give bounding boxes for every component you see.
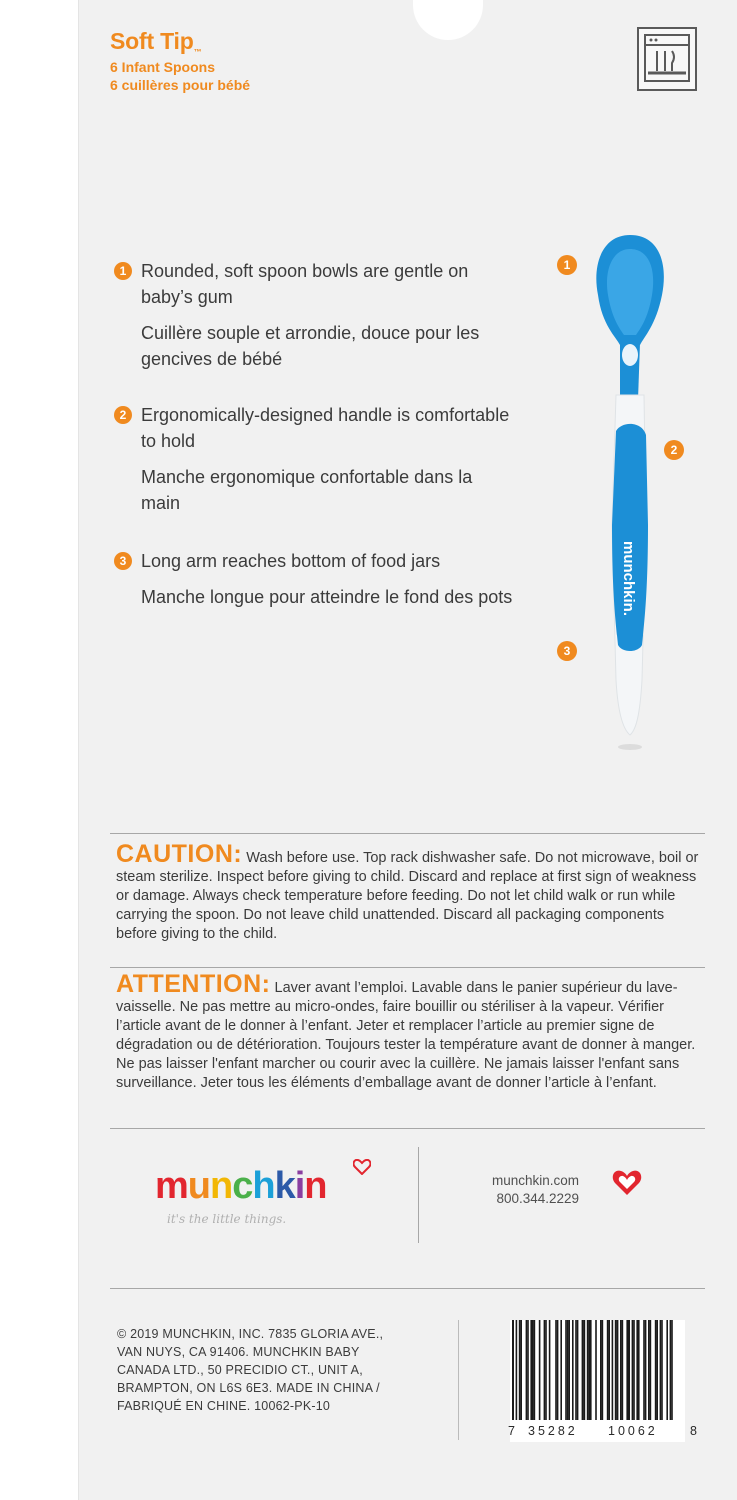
attention-heading: ATTENTION: (116, 970, 271, 998)
barcode-bar (607, 1320, 609, 1420)
product-title: Soft Tip$_™$ (110, 28, 202, 57)
feature-number-badge: 3 (114, 552, 132, 570)
barcode-bar (670, 1320, 672, 1420)
spoon-image (590, 225, 680, 755)
barcode-bar (587, 1320, 589, 1420)
barcode-bar (648, 1320, 650, 1420)
heart-icon (353, 1159, 371, 1175)
callout-1: 1 (557, 255, 577, 275)
caution-heading: CAUTION: (116, 840, 243, 868)
copyright-line: FABRIQUÉ EN CHINE. 10062-PK-10 (117, 1399, 331, 1413)
barcode-bar (612, 1320, 614, 1420)
barcode-bar (572, 1320, 574, 1420)
feature-text-en: Ergonomically-designed handle is comfortable to hold (141, 405, 510, 451)
barcode-bar (534, 1320, 536, 1420)
divider-line (110, 1288, 705, 1289)
barcode-bar (636, 1320, 638, 1420)
barcode-bar (555, 1320, 557, 1420)
callout-3: 3 (557, 641, 577, 661)
barcode-bar (600, 1320, 602, 1420)
callout-2: 2 (664, 440, 684, 460)
barcode-bar (568, 1320, 570, 1420)
copyright-line: © 2019 MUNCHKIN, INC. 7835 GLORIA AVE., (117, 1327, 384, 1341)
barcode-bar (530, 1320, 532, 1420)
barcode-bar (633, 1320, 635, 1420)
barcode-bar (590, 1320, 592, 1420)
feature-3 (114, 548, 514, 610)
barcode-bar (595, 1320, 597, 1420)
barcode-bars (510, 1320, 685, 1420)
subtitle-en: 6 Infant Spoons (110, 58, 215, 75)
barcode-bar (615, 1320, 617, 1420)
barcode-bar (544, 1320, 546, 1420)
brand-block (155, 1165, 327, 1226)
barcode-bar (539, 1320, 541, 1420)
dishwasher-safe-icon (637, 27, 697, 91)
feature-number-badge: 2 (114, 406, 132, 424)
phone-number: 800.344.2229 (496, 1191, 580, 1206)
contact-block (492, 1172, 579, 1208)
barcode-bar (567, 1320, 569, 1420)
barcode-bar (565, 1320, 567, 1420)
barcode-bar (557, 1320, 559, 1420)
barcode-bar (584, 1320, 586, 1420)
barcode-bar (616, 1320, 618, 1420)
copyright-line: VAN NUYS, CA 91406. MUNCHKIN BABY (117, 1345, 360, 1359)
barcode-bar (526, 1320, 528, 1420)
barcode-bar (620, 1320, 622, 1420)
barcode-bar (549, 1320, 551, 1420)
barcode-bar (588, 1320, 590, 1420)
copyright-block (117, 1325, 383, 1415)
barcode-bar (560, 1320, 562, 1420)
subtitle-fr: 6 cuillères pour bébé (110, 76, 251, 93)
caution-text: Wash before use. Top rack dishwasher safe. Do not microwave, boil or steam sterilize. Inspect before giving to child. Discard and replace at first sign of weakness or damage. Always check temperature before feeding. Do not let child walk or run while carrying the spoon. Do not leave child unattended. Discard all packaging components before giving to the child. (116, 850, 699, 942)
barcode-bar (602, 1320, 604, 1420)
caution-block (116, 840, 706, 944)
heart-logo-icon (612, 1168, 642, 1198)
barcode-bar (628, 1320, 630, 1420)
website-link[interactable]: munchkin.com (492, 1173, 580, 1188)
copyright-line: CANADA LTD., 50 PRECIDIO CT., UNIT A, (117, 1363, 363, 1377)
barcode-bar (666, 1320, 668, 1420)
divider-line (110, 1128, 705, 1129)
barcode-bar (545, 1320, 547, 1420)
barcode-bar (516, 1320, 518, 1420)
barcode-bar (638, 1320, 640, 1420)
product-title-block (110, 28, 250, 93)
barcode-bar (527, 1320, 529, 1420)
barcode-divider (458, 1320, 459, 1440)
munchkin-logo: munchkin (155, 1165, 327, 1208)
barcode-bar (660, 1320, 662, 1420)
barcode-bar (671, 1320, 673, 1420)
feature-text-fr: Manche ergonomique confortable dans la main (141, 467, 473, 513)
hang-hole (413, 0, 483, 40)
spoon-brand-text: munchkin. (620, 541, 637, 617)
barcode-bar (575, 1320, 577, 1420)
barcode-bar (626, 1320, 628, 1420)
barcode-bar (661, 1320, 663, 1420)
feature-1 (114, 258, 514, 372)
barcode-bar (520, 1320, 522, 1420)
feature-text-fr: Manche longue pour atteindre le fond des pots (141, 587, 513, 607)
barcode-bar (656, 1320, 658, 1420)
feature-text-fr: Cuillère souple et arrondie, douce pour les gencives de bébé (141, 323, 480, 369)
divider-line (110, 833, 705, 834)
attention-text: Laver avant l’emploi. Lavable dans le panier supérieur du lave-vaisselle. Ne pas mettre au micro-ondes, faire bouillir ou stériliser à la vapeur. Vérifier l’article avant de le donner à l’enfant. Jeter et remplacer l’article au premier signe de dégradation ou de détérioration. Toujours tester la température avant de donner à manger. Ne pas laisser l'enfant marcher ou courir avec la cuillère. Ne jamais laisser l'enfant sans surveillance. Jeter tous les éléments d’emballage avant de donner l’article à l’enfant. (116, 980, 696, 1091)
attention-block (116, 970, 706, 1093)
feature-2 (114, 402, 514, 516)
vertical-divider (418, 1147, 419, 1243)
barcode-bar (577, 1320, 579, 1420)
barcode-bar (645, 1320, 647, 1420)
brand-tagline: it's the little things. (167, 1212, 287, 1226)
barcode-bar (512, 1320, 514, 1420)
barcode-bar (632, 1320, 634, 1420)
barcode-bar (650, 1320, 652, 1420)
barcode-bar (519, 1320, 521, 1420)
feature-text-en: Long arm reaches bottom of food jars (141, 551, 441, 571)
copyright-line: BRAMPTON, ON L6S 6E3. MADE IN CHINA / (117, 1381, 380, 1395)
barcode-bar (608, 1320, 610, 1420)
barcode-bar (582, 1320, 584, 1420)
feature-number-badge: 1 (114, 262, 132, 280)
barcode-bar (655, 1320, 657, 1420)
barcode-bar (532, 1320, 534, 1420)
barcode-bar (622, 1320, 624, 1420)
barcode-bar (643, 1320, 645, 1420)
divider-line (110, 967, 705, 968)
feature-text-en: Rounded, soft spoon bowls are gentle on baby’s gum (141, 261, 469, 307)
